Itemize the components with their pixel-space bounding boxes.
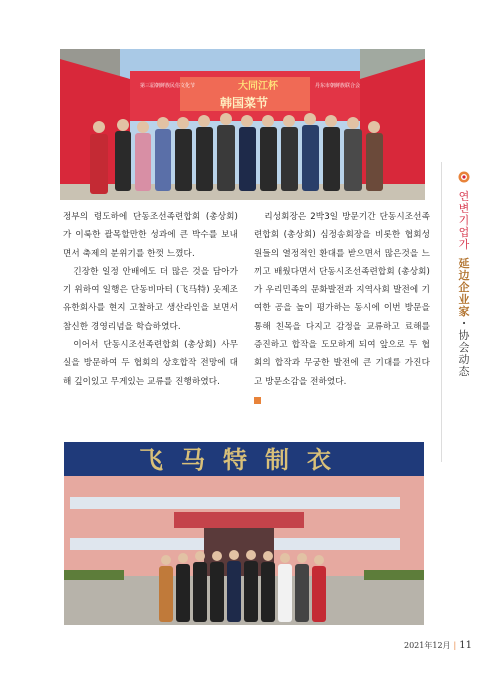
sidebar-dot: · bbox=[462, 317, 466, 330]
festival-group-photo bbox=[60, 49, 425, 200]
footer-separator: | bbox=[453, 641, 457, 650]
article-paragraph: 이어서 단동시조선족련합회 (총상회) 사무실을 방문하여 두 협회의 상호합작 전망에 대해 깊이있고 무게있는 교류를 진행하였다. bbox=[63, 340, 238, 387]
sidebar-divider bbox=[441, 162, 442, 462]
article-left-column bbox=[63, 208, 238, 391]
article-paragraph: 정부의 령도하에 단동조선족련합회 (총상회) 가 이룩한 괄목할만한 성과에 큰 박수를 보내면서 축제의 분위기를 한껏 느꼈다. bbox=[63, 212, 238, 259]
article-end-mark bbox=[254, 397, 261, 404]
banner-center-sub: 韩国菜节 bbox=[220, 96, 269, 110]
article-paragraph bbox=[254, 208, 430, 391]
article-paragraph-text: 리성회장은 2박3일 방문기간 단동시조선족련합회 (총상회) 심정송회장을 비롯한 협회성원들의 열정적인 환대를 받으면서 많은것을 느끼고 배웠다면서 단동시조선족련합회 (총상회)가 우리민족의 문화발전과 지역사회 발전에 기여한 공을 높이 평가하는 동시에 이번 방문을 통해 친목을 다지고 감정을 교류하고 료해를 증진하고 합작을 도모하게 되여 앞으로 두 협회의 합작과 무궁한 발전에 큰 기대를 가진다고 방문소감을 전하였다. bbox=[254, 212, 430, 387]
festival-photo-illustration bbox=[60, 49, 425, 200]
building-sign-text: 飞马特制衣 bbox=[139, 445, 349, 474]
page-footer bbox=[404, 640, 472, 651]
banner-right-text: 丹东市朝鲜族联合会 bbox=[315, 83, 361, 89]
page-number: 11 bbox=[459, 640, 472, 651]
magazine-logo-icon bbox=[458, 171, 470, 183]
factory-photo-illustration bbox=[64, 442, 424, 625]
article-paragraph: 긴장한 일정 안배에도 더 많은 것을 담아가기 위하여 일행은 단동비마터 (飞马特) 옷제조유한회사를 현지 고찰하고 생산라인을 보면서 참신한 경영리념을 학습하였다. bbox=[63, 266, 238, 332]
banner-left-text: 第三届朝鲜族民俗文化节 bbox=[140, 83, 196, 89]
issue-date: 2021年12月 bbox=[404, 641, 451, 650]
sidebar-section: 协 会 动 态 bbox=[458, 329, 470, 378]
banner-center-text: 大同江杯 bbox=[238, 81, 278, 92]
sidebar-chinese-name: 延 边 企 业 家 bbox=[458, 257, 470, 318]
factory-group-photo bbox=[64, 442, 424, 625]
sidebar-korean-title: 연 변 기 업 가 bbox=[458, 190, 470, 251]
sidebar-chinese-title bbox=[456, 258, 472, 378]
article-right-column bbox=[254, 208, 430, 409]
